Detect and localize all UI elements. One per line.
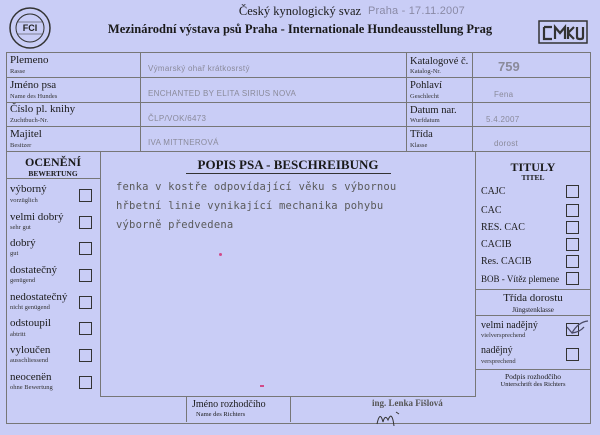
sex-sublabel: Geschlecht — [410, 93, 439, 100]
grade-name: vyloučen — [10, 344, 51, 356]
titles-subtitle: TITEL — [521, 173, 545, 182]
title-name: CACIB — [481, 239, 512, 250]
grade-checkbox[interactable] — [79, 189, 92, 202]
grade-sublabel: sehr gut — [10, 224, 31, 231]
fci-logo-text: FCI — [22, 23, 38, 33]
divider — [186, 396, 187, 422]
grading-title: OCENĚNÍ — [24, 155, 81, 169]
ink-dot — [260, 385, 264, 387]
divider — [472, 52, 473, 151]
class-label: Třída — [410, 129, 433, 140]
grade-checkbox[interactable] — [79, 376, 92, 389]
title-name: CAJC — [481, 186, 506, 197]
owner-sublabel: Besitzer — [10, 142, 32, 149]
divider — [100, 396, 476, 397]
grade-sublabel: ausschliessend — [10, 357, 49, 364]
owner-label: Majitel — [10, 128, 42, 140]
dog-name-label: Jméno psa — [10, 79, 57, 91]
breed-value: Výmarský ohař krátkosrstý — [148, 64, 250, 73]
title-checkbox[interactable] — [566, 255, 579, 268]
cmku-logo-text: ČMKU — [561, 20, 565, 21]
title-checkbox[interactable] — [566, 185, 579, 198]
divider — [6, 77, 590, 78]
stud-book-value: ČLP/VOK/6473 — [148, 114, 207, 123]
youth-grade-checkbox[interactable] — [566, 348, 579, 361]
stamp: Praha - 17.11.2007 — [368, 5, 465, 17]
grade-name: odstoupil — [10, 317, 51, 329]
title-checkbox[interactable] — [566, 221, 579, 234]
grade-checkbox[interactable] — [79, 269, 92, 282]
grade-checkbox[interactable] — [79, 296, 92, 309]
title-name: BOB - Vítěz plemene — [481, 274, 560, 284]
youth-class-title: Třída dorostu — [503, 292, 563, 304]
grade-name: dobrý — [10, 237, 36, 249]
birth-sublabel: Wurfdatum — [410, 117, 440, 124]
judge-name-label: Jméno rozhodčího — [192, 399, 266, 410]
grade-sublabel: vorzüglich — [10, 197, 38, 204]
divider — [475, 151, 476, 396]
youth-class-subtitle: Jüngstenklasse — [512, 306, 554, 314]
owner-value: IVA MITTNEROVÁ — [148, 138, 219, 147]
divider — [100, 151, 101, 396]
judge-name-sublabel: Name des Richters — [196, 411, 246, 418]
grade-sublabel: genügend — [10, 277, 36, 284]
catalog-value: 759 — [498, 59, 520, 74]
sex-value: Fena — [494, 90, 514, 99]
stud-book-label: Číslo pl. knihy — [10, 103, 76, 115]
dog-name-value: ENCHANTED BY ELITA SIRIUS NOVA — [148, 89, 297, 98]
org-name: Český kynologický svaz — [238, 4, 362, 18]
divider — [476, 315, 590, 316]
description-title: POPIS PSA - BESCHREIBUNG — [197, 157, 379, 172]
divider — [6, 151, 590, 152]
grade-checkbox[interactable] — [79, 242, 92, 255]
youth-grade-name: nadějný — [481, 345, 513, 356]
description-line: fenka v kostře odpovídající věku s výbornou — [116, 181, 397, 193]
grade-checkbox[interactable] — [79, 216, 92, 229]
divider — [476, 289, 590, 290]
divider — [6, 102, 590, 103]
title-checkbox[interactable] — [566, 204, 579, 217]
youth-grade-name: velmi nadějný — [481, 320, 538, 331]
grade-checkbox[interactable] — [79, 349, 92, 362]
divider — [476, 369, 590, 370]
breed-label: Plemeno — [10, 54, 49, 66]
grade-sublabel: gut — [10, 250, 19, 257]
grading-subtitle: BEWERTUNG — [28, 169, 78, 178]
cmku-logo — [538, 18, 588, 46]
catalog-label: Katalogové č. — [410, 56, 469, 67]
stud-book-sublabel: Zuchtbuch-Nr. — [10, 117, 49, 124]
grade-name: nedostatečný — [10, 291, 68, 303]
page-title: Mezinárodní výstava psů Praha - Internationale Hundeausstellung Prag — [107, 22, 493, 36]
class-sublabel: Klasse — [410, 142, 428, 149]
divider — [290, 396, 291, 422]
grade-name: velmi dobrý — [10, 211, 64, 223]
grade-name: výborný — [10, 183, 47, 195]
judge-name-value: ing. Lenka Fišlová — [372, 398, 443, 408]
description-line: hřbetní linie vynikající mechanika pohybu — [116, 200, 384, 212]
birth-label: Datum nar. — [410, 105, 457, 116]
title-underline — [186, 173, 391, 174]
sex-label: Pohlaví — [410, 80, 443, 91]
titles-title: TITULY — [510, 160, 556, 174]
catalog-sublabel: Katalog-Nr. — [410, 68, 441, 75]
title-name: Res. CACIB — [481, 256, 532, 267]
grade-checkbox[interactable] — [79, 322, 92, 335]
title-name: RES. CAC — [481, 222, 525, 233]
breed-sublabel: Rasse — [10, 68, 26, 75]
title-checkbox[interactable] — [566, 272, 579, 285]
judge-signature-icon — [372, 404, 412, 435]
grade-sublabel: nicht genügend — [10, 304, 50, 311]
description-line: výborně předvedena — [116, 219, 234, 231]
grade-sublabel: ohne Bewertung — [10, 384, 53, 391]
grade-name: neocenën — [10, 371, 52, 383]
grade-name: dostatečný — [10, 264, 58, 276]
divider — [406, 52, 407, 151]
title-checkbox[interactable] — [566, 238, 579, 251]
divider — [6, 126, 590, 127]
youth-grade-sublabel: vielversprechend — [481, 332, 526, 339]
checkmark-icon — [564, 318, 590, 343]
dog-name-sublabel: Name des Hundes — [10, 93, 58, 100]
birth-value: 5.4.2007 — [486, 115, 520, 124]
judge-signature-sublabel: Unterschrift des Richters — [500, 381, 566, 388]
youth-grade-sublabel: versprechend — [481, 358, 516, 365]
class-value: dorost — [494, 139, 519, 148]
judge-signature-label: Podpis rozhodčího — [504, 372, 562, 381]
title-name: CAC — [481, 205, 502, 216]
divider — [6, 178, 100, 179]
divider — [140, 52, 141, 151]
ink-dot — [219, 253, 222, 256]
grade-sublabel: abtritt — [10, 331, 26, 338]
